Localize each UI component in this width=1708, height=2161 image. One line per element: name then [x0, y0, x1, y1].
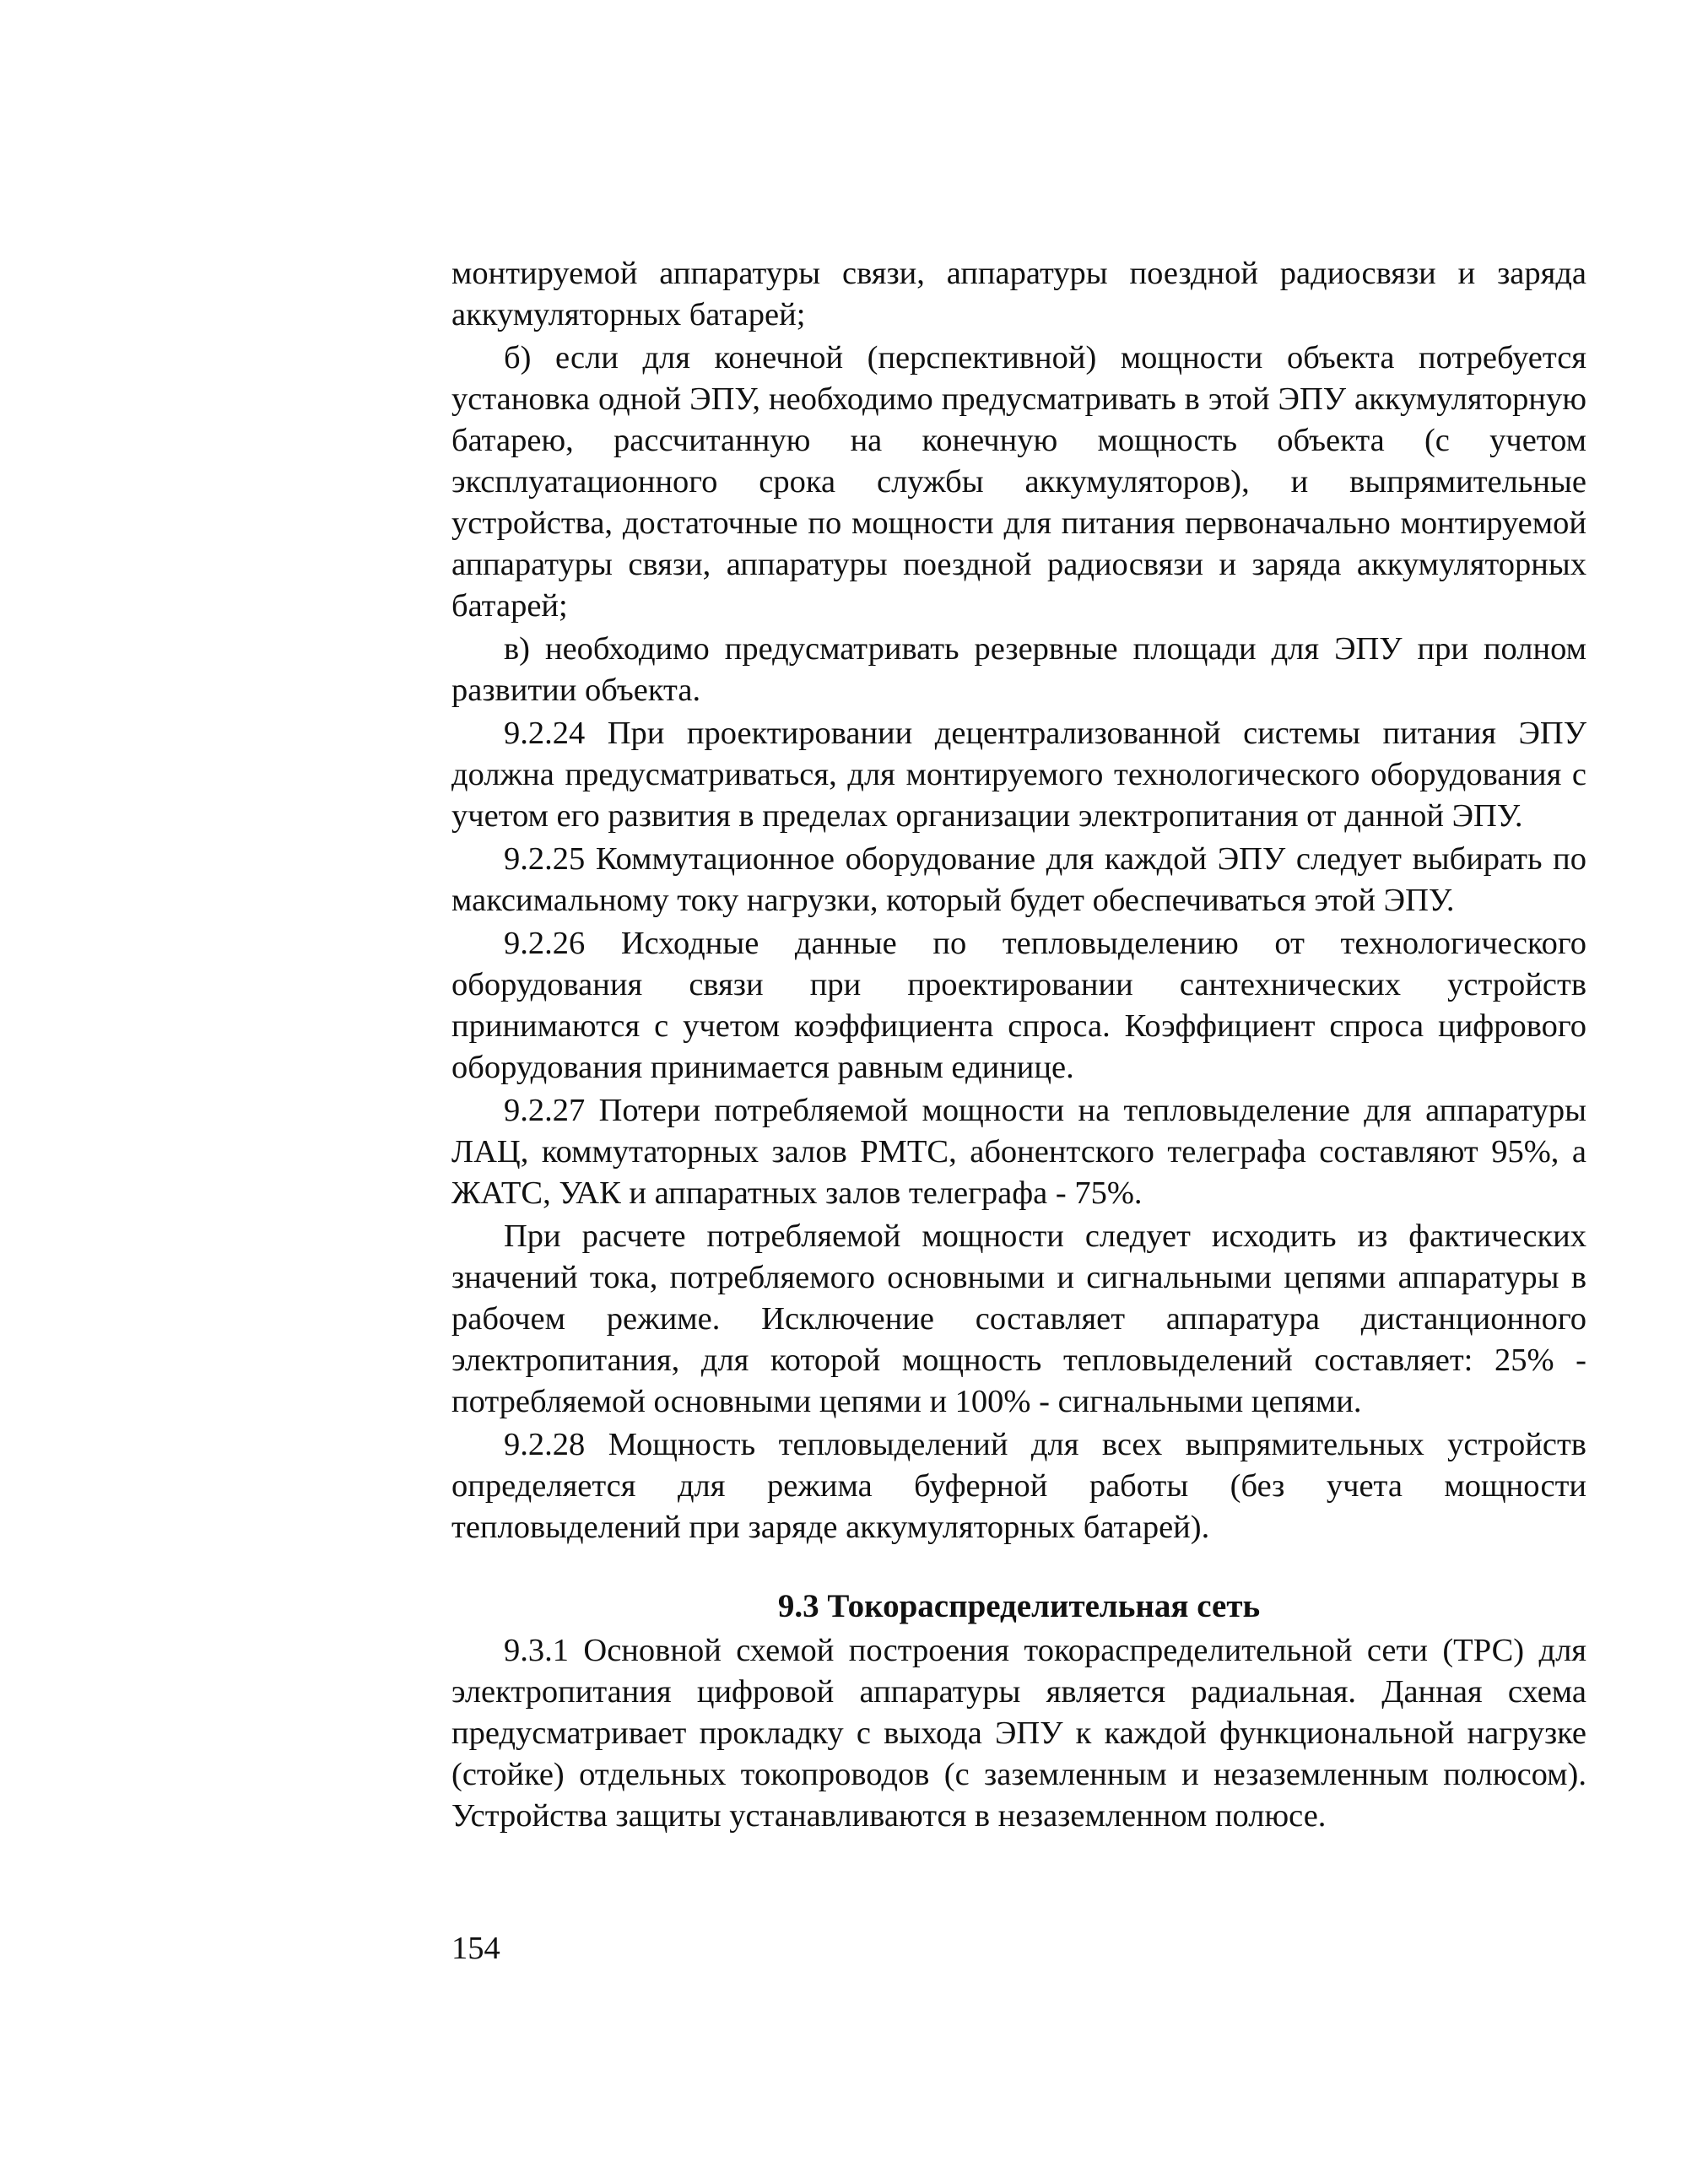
paragraph-item-v: в) необходимо предусматривать резервные площади для ЭПУ при полном развитии объекта. — [451, 631, 1586, 708]
section-heading: 9.3 Токораспределительная сеть — [777, 1588, 1261, 1624]
paragraph-9-3-1: 9.3.1 Основной схемой построения токораспределительной сети (ТРС) для электропитания цифровой аппаратуры является радиальная. Данная схема предусматривает прокладку с выхода ЭПУ к каждой функциональной нагрузке (стойке) отдельных токопроводов (с заземленным и незаземленным полюсом). Устройства защиты устанавливаются в незаземленном полюсе. — [451, 1633, 1586, 1834]
paragraph-calculation: При расчете потребляемой мощности следует исходить из фактических значений тока, потребляемого основными и сигнальными цепями аппаратуры в рабочем режиме. Исключение составляет аппаратура дистанционного электропитания, для которой мощность тепловыделений составляет: 25% - потребляемой основными цепями и 100% - сигнальными цепями. — [451, 1218, 1586, 1419]
paragraph: монтируемой аппаратуры связи, аппаратуры поездной радиосвязи и заряда аккумуляторных батарей; — [451, 256, 1586, 332]
paragraph-9-2-25: 9.2.25 Коммутационное оборудование для каждой ЭПУ следует выбирать по максимальному току нагрузки, который будет обеспечиваться этой ЭПУ. — [451, 841, 1586, 918]
paragraph-9-2-26: 9.2.26 Исходные данные по тепловыделению от технологического оборудования связи при проектировании сантехнических устройств принимаются с учетом коэффициента спроса. Коэффициент спроса цифрового оборудования принимается равным единице. — [451, 926, 1586, 1085]
paragraph-item-b: б) если для конечной (перспективной) мощности объекта потребуется установка одной ЭПУ, необходимо предусматривать в этой ЭПУ аккумуляторную батарею, рассчитанную на конечную мощность объекта (с учетом эксплуатационного срока службы аккумуляторов), и выпрямительные устройства, достаточные по мощности для питания первоначально монтируемой аппаратуры связи, аппаратуры поездной радиосвязи и заряда аккумуляторных батарей; — [451, 340, 1586, 624]
body-text — [451, 253, 1586, 1837]
paragraph-9-2-27: 9.2.27 Потери потребляемой мощности на тепловыделение для аппаратуры ЛАЦ, коммутаторных залов РМТС, абонентского телеграфа составляют 95%, а ЖАТС, УАК и аппаратных залов телеграфа - 75%. — [451, 1093, 1586, 1211]
page-number: 154 — [451, 1931, 500, 1966]
paragraph-9-2-28: 9.2.28 Мощность тепловыделений для всех выпрямительных устройств определяется для режима буферной работы (без учета мощности тепловыделений при заряде аккумуляторных батарей). — [451, 1427, 1586, 1545]
paragraph-9-2-24: 9.2.24 При проектировании децентрализованной системы питания ЭПУ должна предусматриваться, для монтируемого технологического оборудования с учетом его развития в пределах организации электропитания от данной ЭПУ. — [451, 716, 1586, 834]
